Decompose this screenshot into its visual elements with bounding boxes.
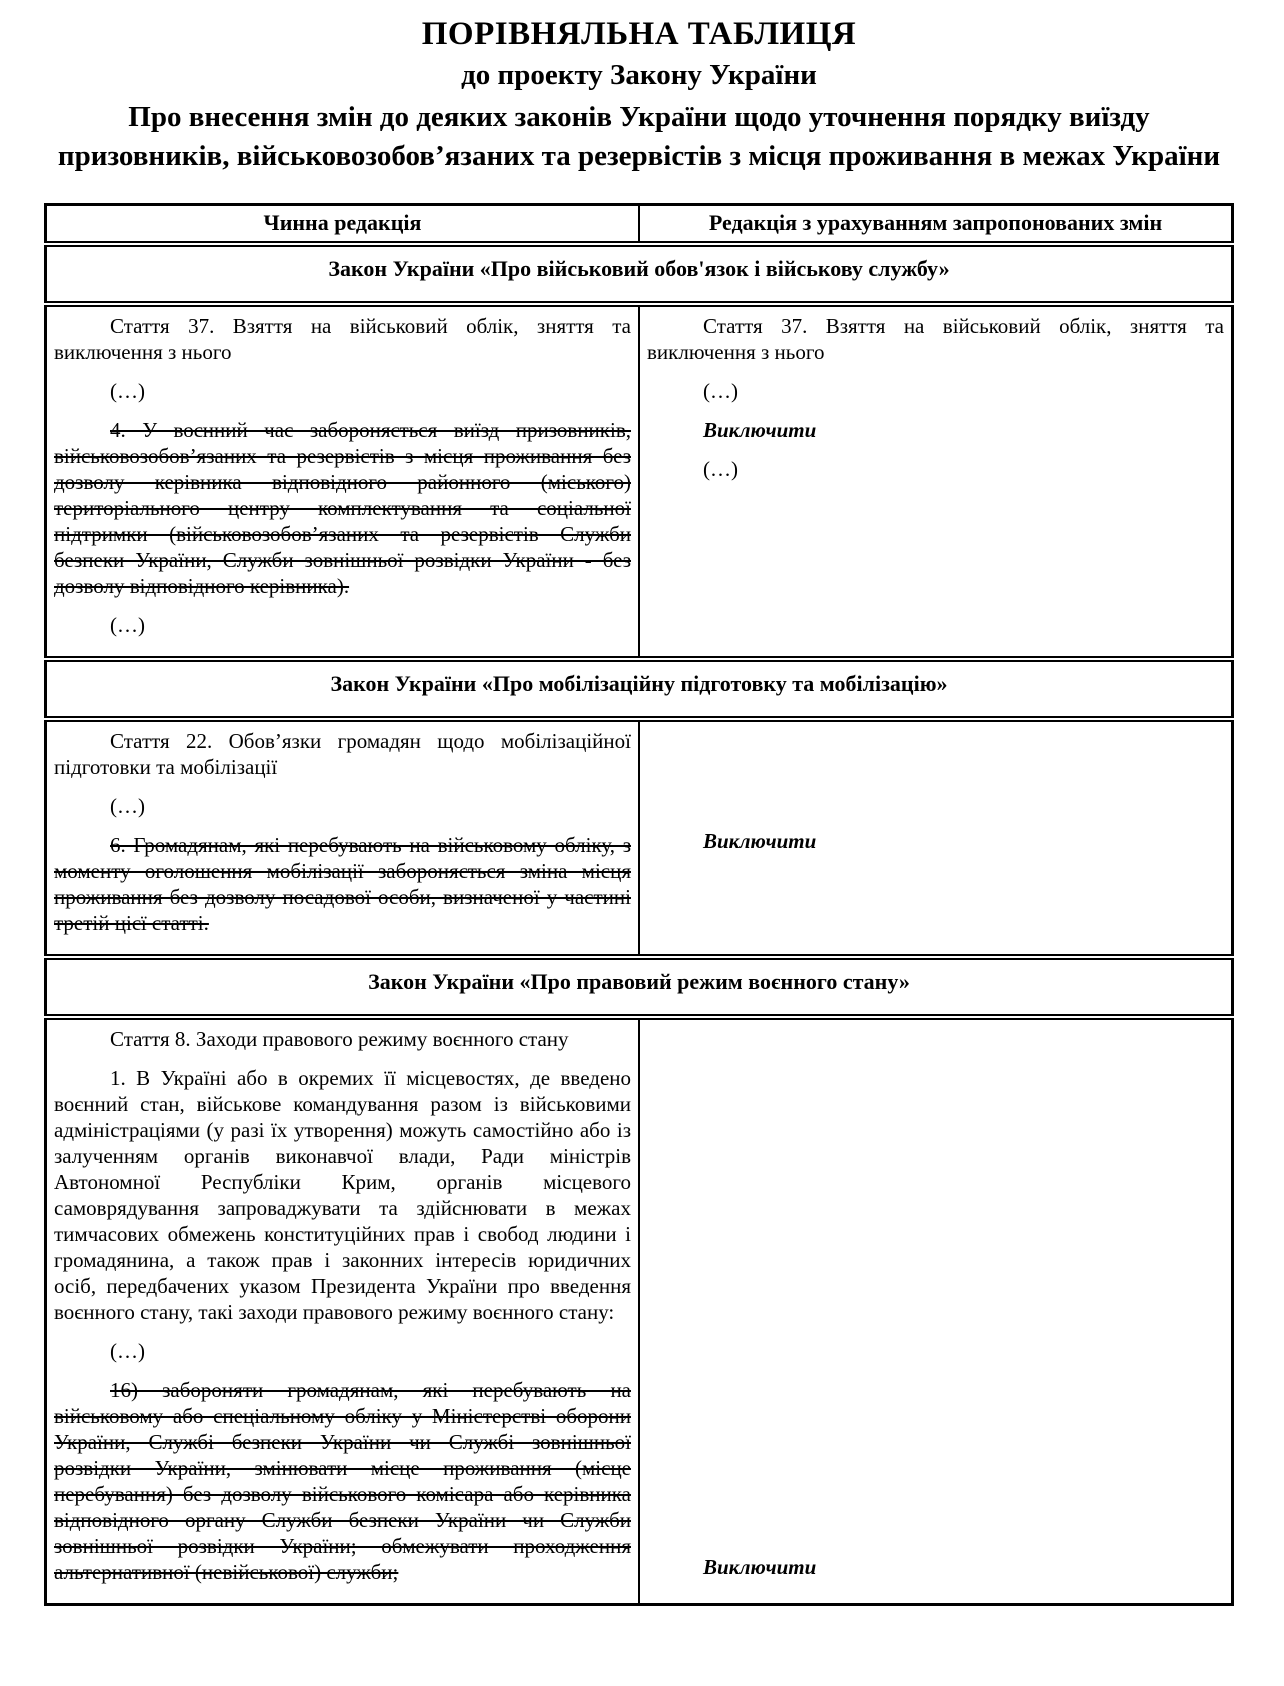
ellipsis-paragraph: (…) — [110, 1339, 145, 1364]
law-heading-mobilization: Закон України «Про мобілізаційну підготовку та мобілізацію» — [46, 659, 1233, 719]
article-title: Стаття 22. Обов’язки громадян щодо мобілізаційної підготовки та мобілізації — [54, 729, 631, 780]
ellipsis-paragraph: (…) — [110, 794, 145, 819]
content-row-article-22 — [46, 719, 1233, 957]
exclude-note: Виключити — [703, 418, 817, 443]
comparison-table — [44, 203, 1234, 1606]
ellipsis-paragraph: (…) — [110, 613, 145, 638]
law-draft-name: Про внесення змін до деяких законів України щодо уточнення порядку виїзду призовників, військовозобов’язаних та резервістів з місця проживання в межах України — [57, 101, 1221, 172]
current-edition-cell — [46, 1017, 640, 1605]
exclude-note: Виключити — [703, 1555, 817, 1580]
ellipsis-paragraph: (…) — [703, 457, 738, 482]
exclude-note: Виключити — [703, 829, 817, 854]
law-heading-martial-law: Закон України «Про правовий режим воєнного стану» — [46, 957, 1233, 1017]
section-heading-row — [46, 957, 1233, 1017]
article-title: Стаття 37. Взяття на військовий облік, зняття та виключення з нього — [54, 314, 631, 365]
document-title: ПОРІВНЯЛЬНА ТАБЛИЦЯ — [421, 16, 857, 52]
proposed-edition-cell — [639, 1017, 1233, 1605]
document-title-block — [44, 16, 1234, 175]
struck-paragraph: 16) забороняти громадянам, які перебувають на військовому або спеціальному обліку у Міністерстві оборони України, Службі безпеки України чи Службі зовнішньої розвідки України, змінювати місце проживання (місце перебування) без дозволу військового комісара або керівника відповідного органу Служби безпеки України чи Служби зовнішньої розвідки України; обмежувати проходження альтернативної (невійськової) служби; — [54, 1378, 631, 1585]
ellipsis-paragraph: (…) — [703, 379, 738, 404]
document-subtitle: до проекту Закону України — [461, 59, 817, 91]
section-heading-row — [46, 244, 1233, 304]
table-header-row — [46, 205, 1233, 245]
section-heading-row — [46, 659, 1233, 719]
content-row-article-8 — [46, 1017, 1233, 1605]
content-row-article-37 — [46, 304, 1233, 659]
article-title: Стаття 37. Взяття на військовий облік, зняття та виключення з нього — [647, 314, 1224, 365]
article-title: Стаття 8. Заходи правового режиму воєнного стану — [110, 1027, 569, 1052]
struck-paragraph: 4. У воєнний час забороняється виїзд призовників, військовозобов’язаних та резервістів з місця проживання без дозволу керівника відповідного районного (міського) територіального центру комплектування та соціальної підтримки (військовозобов’язаних та резервістів Служби безпеки України, Служби зовнішньої розвідки України - без дозволу відповідного керівника). — [54, 418, 631, 599]
current-edition-cell — [46, 719, 640, 957]
column-header-proposed-edition: Редакція з урахуванням запропонованих змін — [639, 205, 1233, 245]
proposed-edition-cell — [639, 719, 1233, 957]
proposed-edition-cell — [639, 304, 1233, 659]
struck-paragraph: 6. Громадянам, які перебувають на військовому обліку, з моменту оголошення мобілізації забороняється зміна місця проживання без дозволу посадової особи, визначеної у частині третій цієї статті. — [54, 833, 631, 936]
law-heading-military-duty: Закон України «Про військовий обов'язок і військову службу» — [46, 244, 1233, 304]
current-edition-cell — [46, 304, 640, 659]
body-paragraph: 1. В Україні або в окремих її місцевостях, де введено воєнний стан, військове командування разом із військовими адміністраціями (у разі їх утворення) можуть самостійно або із залученням органів виконавчої влади, Ради міністрів Автономної Республіки Крим, органів місцевого самоврядування запроваджувати та здійснювати в межах тимчасових обмежень конституційних прав і свобод людини і громадянина, а також прав і законних інтересів юридичних осіб, передбачених указом Президента України про введення воєнного стану, такі заходи правового режиму воєнного стану: — [54, 1066, 631, 1325]
column-header-current-edition: Чинна редакція — [46, 205, 640, 245]
ellipsis-paragraph: (…) — [110, 379, 145, 404]
